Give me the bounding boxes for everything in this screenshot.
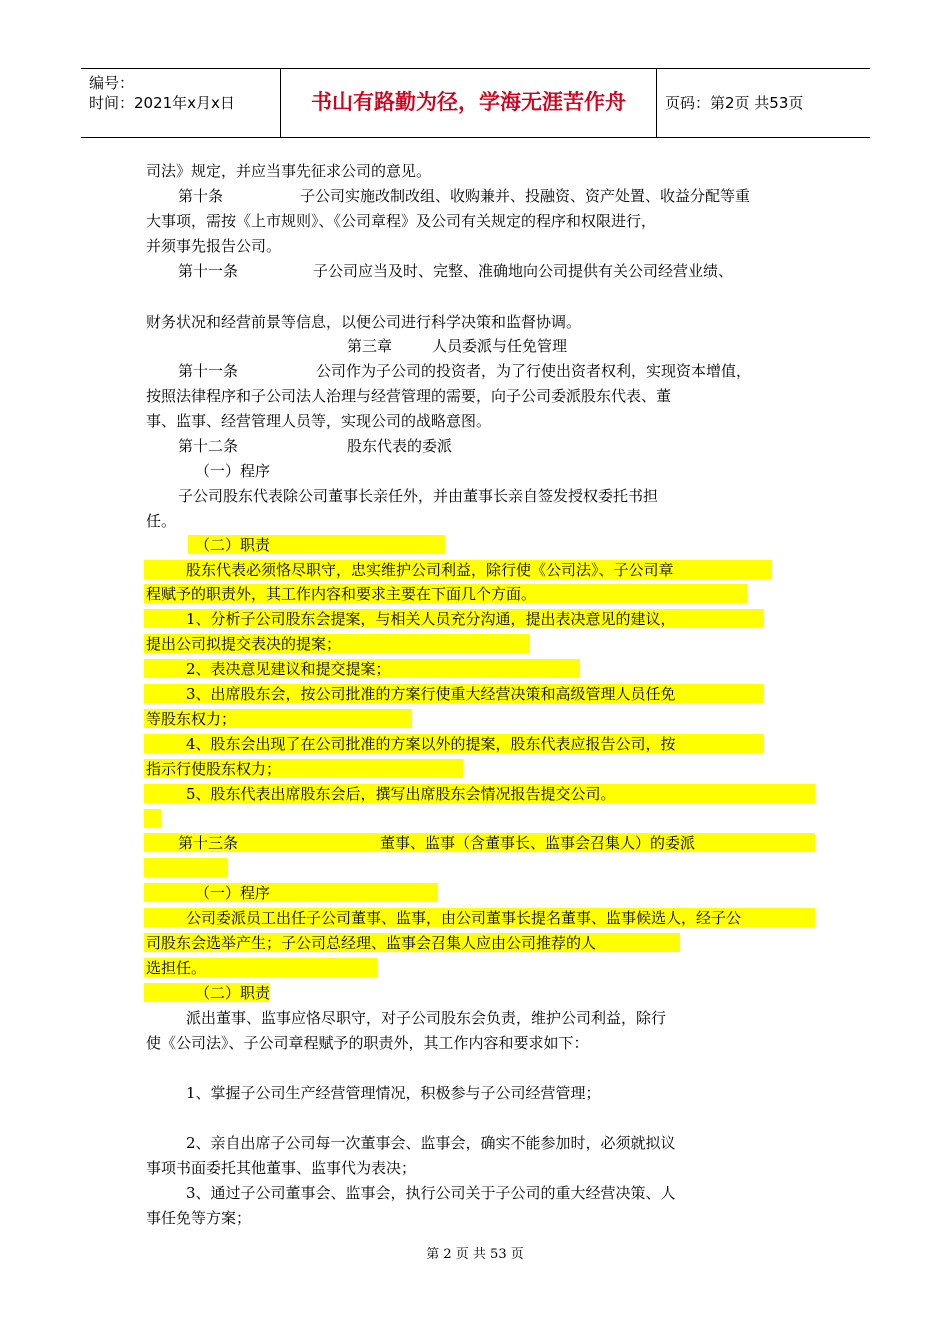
list-item: 1、分析子公司股东会提案，与相关人员充分沟通，提出表决意见的建议， xyxy=(186,610,676,628)
article-label: 第十一条 xyxy=(178,262,239,280)
header-motto: 书山有路勤为径，学海无涯苦作舟 xyxy=(311,90,626,114)
body-line: 提出公司拟提交表决的提案； xyxy=(146,635,342,653)
subsection-title: （二）职责 xyxy=(195,536,271,554)
body-line: 任。 xyxy=(146,512,177,530)
body-line: 财务状况和经营前景等信息，以便公司进行科学决策和监督协调。 xyxy=(146,313,582,331)
page-footer: 第 2 页 共 53 页 xyxy=(426,1247,524,1262)
list-item: 3、出席股东会，按公司批准的方案行使重大经营决策和高级管理人员任免 xyxy=(186,685,676,703)
body-line: 大事项，需按《上市规则》、《公司章程》及公司有关规定的程序和权限进行， xyxy=(146,212,657,230)
subsection-title: （一）程序 xyxy=(195,462,271,480)
body-line: 按照法律程序和子公司法人治理与经营管理的需要，向子公司委派股东代表、董 xyxy=(146,387,672,405)
document-time-label: 时间：2021年x月x日 xyxy=(89,94,235,112)
body-line: 程赋予的职责外，其工作内容和要求主要在下面几个方面。 xyxy=(146,585,537,603)
header-divider xyxy=(656,69,657,137)
highlight xyxy=(144,883,438,902)
body-line: 子公司实施改制改组、收购兼并、投融资、资产处置、收益分配等重 xyxy=(300,187,751,205)
body-line: 司股东会选举产生；子公司总经理、监事会召集人应由公司推荐的人 xyxy=(146,934,597,952)
subsection-title: （二）职责 xyxy=(195,984,271,1002)
subsection-title: （一）程序 xyxy=(195,884,271,902)
body-line: 指示行使股东权力； xyxy=(146,760,282,778)
header-meta xyxy=(89,73,235,113)
body-line: 等股东权力； xyxy=(146,710,237,728)
body-line: 选担任。 xyxy=(146,959,207,977)
article-label: 第十二条 xyxy=(178,437,239,455)
article-label: 第十一条 xyxy=(178,362,239,380)
body-line: 子公司应当及时、完整、准确地向公司提供有关公司经营业绩、 xyxy=(313,262,734,280)
body-line: 司法》规定，并应当事先征求公司的意见。 xyxy=(146,162,432,180)
list-item: 3、通过子公司董事会、监事会，执行公司关于子公司的重大经营决策、人 xyxy=(186,1184,676,1202)
highlight xyxy=(144,809,161,828)
article-label: 第十三条 xyxy=(178,834,239,852)
list-item: 4、股东会出现了在公司批准的方案以外的提案，股东代表应报告公司，按 xyxy=(186,735,676,753)
body-line: 事项书面委托其他董事、监事代为表决； xyxy=(146,1159,417,1177)
page-header xyxy=(81,68,870,138)
header-page-code: 页码：第2页 共53页 xyxy=(665,94,804,112)
body-line: 事任免等方案； xyxy=(146,1209,252,1227)
body-line: 事、监事、经营管理人员等，实现公司的战略意图。 xyxy=(146,412,492,430)
highlight xyxy=(144,858,228,877)
list-item: 1、掌握子公司生产经营管理情况，积极参与子公司经营管理； xyxy=(186,1084,601,1102)
article-label: 第十条 xyxy=(178,187,224,205)
list-item: 5、股东代表出席股东会后，撰写出席股东会情况报告提交公司。 xyxy=(186,785,616,803)
body-line: 子公司股东代表除公司董事长亲任外，并由董事长亲自签发授权委托书担 xyxy=(178,487,659,505)
chapter-title: 人员委派与任免管理 xyxy=(432,337,568,355)
chapter-number: 第三章 xyxy=(347,337,393,355)
section-title: 股东代表的委派 xyxy=(347,437,453,455)
body-line: 公司委派员工出任子公司董事、监事，由公司董事长提名董事、监事候选人，经子公 xyxy=(186,909,742,927)
body-line: 公司作为子公司的投资者，为了行使出资者权利，实现资本增值， xyxy=(316,362,752,380)
body-line: 并须事先报告公司。 xyxy=(146,237,282,255)
document-number-label: 编号： xyxy=(89,74,135,92)
list-item: 2、亲自出席子公司每一次董事会、监事会，确实不能参加时，必须就拟议 xyxy=(186,1134,676,1152)
body-line: 股东代表必须恪尽职守，忠实维护公司利益，除行使《公司法》、子公司章 xyxy=(186,561,674,579)
section-title: 董事、监事（含董事长、监事会召集人）的委派 xyxy=(380,834,696,852)
list-item: 2、表决意见建议和提交提案； xyxy=(186,660,391,678)
body-line: 使《公司法》、子公司章程赋予的职责外，其工作内容和要求如下： xyxy=(146,1034,589,1052)
body-line: 派出董事、监事应恪尽职守，对子公司股东会负责，维护公司利益，除行 xyxy=(186,1009,667,1027)
